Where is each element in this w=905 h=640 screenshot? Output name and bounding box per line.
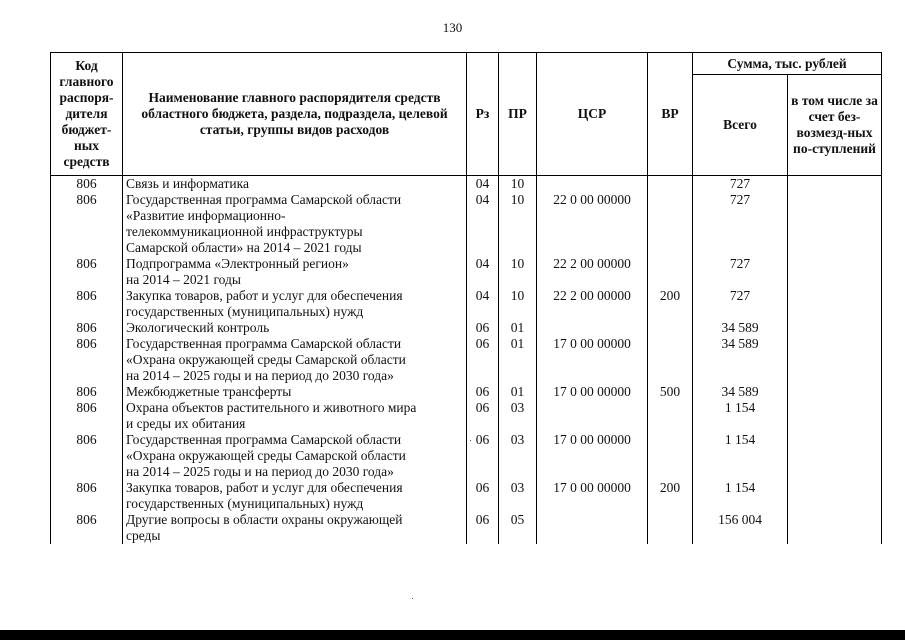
cell-csr: [537, 288, 648, 320]
cell-code-text: 806: [76, 320, 97, 335]
table-body: [51, 176, 882, 545]
cell-csr-text: 22 0 00 00000: [553, 192, 631, 207]
cell-code: [51, 384, 123, 400]
page-number: 130: [442, 20, 463, 35]
cell-csr-text: 22 2 00 00000: [553, 256, 631, 271]
cell-name-text: Государственная программа Самарской области «Охрана окружающей среды Самарской области на 2014 – 2025 годы и на период до 2030 года»: [126, 336, 406, 383]
cell-name-text: Подпрограмма «Электронный регион» на 2014 – 2021 годы: [126, 256, 349, 287]
cell-rz-text: 06: [475, 336, 490, 351]
cell-csr: [537, 336, 648, 384]
table-row: [51, 256, 882, 288]
cell-code: [51, 320, 123, 336]
table-row: [51, 480, 882, 512]
table-row: [51, 400, 882, 432]
cell-code: [51, 400, 123, 432]
table-row: [51, 288, 882, 320]
table-row: [51, 192, 882, 256]
cell-pr: [499, 192, 537, 256]
cell-name: [123, 480, 467, 512]
table-row: [51, 336, 882, 384]
cell-name: [123, 336, 467, 384]
cell-vr: [648, 192, 693, 256]
cell-total-text: 34 589: [721, 384, 759, 399]
cell-code-text: 806: [76, 384, 97, 399]
cell-pr: [499, 288, 537, 320]
cell-total-text: 1 154: [724, 432, 756, 447]
cell-including: [788, 176, 882, 193]
cell-total-text: 1 154: [724, 400, 756, 415]
cell-code-text: 806: [76, 288, 97, 303]
cell-name-text: Межбюджетные трансферты: [126, 384, 292, 399]
header-pr: ПР: [499, 53, 537, 176]
cell-pr-text: 01: [510, 320, 525, 335]
cell-pr-text: 03: [510, 400, 525, 415]
scan-speck: [412, 598, 413, 599]
cell-pr-text: 03: [510, 480, 525, 495]
cell-vr: [648, 512, 693, 544]
cell-including: [788, 320, 882, 336]
cell-total: [693, 384, 788, 400]
cell-pr-text: 10: [510, 256, 525, 271]
cell-csr: [537, 192, 648, 256]
cell-csr: [537, 432, 648, 480]
cell-pr-text: 01: [510, 384, 525, 399]
table-row: [51, 512, 882, 544]
cell-rz: [467, 512, 499, 544]
cell-vr: [648, 320, 693, 336]
cell-name-text: Связь и информатика: [126, 176, 249, 191]
cell-pr: [499, 256, 537, 288]
cell-total-text: 727: [729, 192, 751, 207]
table-row: [51, 432, 882, 480]
cell-pr: [499, 512, 537, 544]
cell-including: [788, 480, 882, 512]
cell-code: [51, 176, 123, 193]
cell-csr-text: 17 0 00 00000: [553, 480, 631, 495]
cell-including: [788, 512, 882, 544]
cell-total-text: 727: [729, 288, 751, 303]
header-rz: Рз: [467, 53, 499, 176]
cell-rz-text: 06: [475, 400, 490, 415]
cell-including: [788, 384, 882, 400]
header-including: в том числе за счет без-возмезд-ных по-ступлений: [788, 75, 882, 176]
header-sum: Сумма, тыс. рублей: [693, 53, 882, 75]
cell-rz: [467, 432, 499, 480]
cell-total: [693, 336, 788, 384]
cell-total: [693, 400, 788, 432]
table-row: [51, 384, 882, 400]
cell-code-text: 806: [76, 400, 97, 415]
cell-total: [693, 176, 788, 193]
cell-csr-text: 22 2 00 00000: [553, 288, 631, 303]
cell-name: [123, 320, 467, 336]
budget-table: [50, 52, 882, 544]
cell-rz: [467, 176, 499, 193]
cell-rz-text: 04: [475, 192, 490, 207]
cell-pr: [499, 400, 537, 432]
cell-rz-text: 06: [475, 480, 490, 495]
cell-vr-text: 200: [659, 480, 681, 495]
cell-name-text: Экологический контроль: [126, 320, 270, 335]
table-row: [51, 176, 882, 193]
cell-rz: [467, 288, 499, 320]
cell-pr-text: 10: [510, 176, 525, 191]
cell-total: [693, 320, 788, 336]
cell-vr: [648, 480, 693, 512]
cell-code-text: 806: [76, 336, 97, 351]
cell-name-text: Государственная программа Самарской области «Развитие информационно- телекоммуникационной инфраструктуры Самарской области» на 2014 – 2021 годы: [126, 192, 402, 255]
cell-code: [51, 336, 123, 384]
cell-total-text: 1 154: [724, 480, 756, 495]
cell-vr: [648, 288, 693, 320]
cell-csr: [537, 400, 648, 432]
cell-rz-text: 04: [475, 288, 490, 303]
cell-csr: [537, 384, 648, 400]
cell-rz-text: 04: [475, 256, 490, 271]
cell-pr-text: 01: [510, 336, 525, 351]
cell-pr: [499, 320, 537, 336]
cell-code-text: 806: [76, 480, 97, 495]
cell-csr: [537, 176, 648, 193]
cell-code: [51, 512, 123, 544]
cell-pr-text: 03: [510, 432, 525, 447]
cell-pr: [499, 336, 537, 384]
cell-csr-text: 17 0 00 00000: [553, 336, 631, 351]
cell-vr-text: 200: [659, 288, 681, 303]
scan-border: [0, 630, 905, 640]
cell-rz: [467, 384, 499, 400]
cell-rz: [467, 320, 499, 336]
cell-csr: [537, 512, 648, 544]
header-total: Всего: [693, 75, 788, 176]
cell-total: [693, 432, 788, 480]
cell-pr-text: 10: [510, 192, 525, 207]
cell-name: [123, 192, 467, 256]
cell-rz-text: 06: [475, 432, 490, 447]
cell-including: [788, 288, 882, 320]
cell-name: [123, 176, 467, 193]
header-code: Код главного распоря-дителя бюджет-ных средств: [51, 53, 123, 176]
cell-total: [693, 192, 788, 256]
cell-rz-text: 04: [475, 176, 490, 191]
scan-speck: [470, 440, 471, 441]
cell-code-text: 806: [76, 176, 97, 191]
cell-code: [51, 432, 123, 480]
cell-code: [51, 192, 123, 256]
cell-csr-text: 17 0 00 00000: [553, 384, 631, 399]
cell-including: [788, 336, 882, 384]
cell-name-text: Закупка товаров, работ и услуг для обеспечения государственных (муниципальных) нужд: [126, 288, 403, 319]
cell-code-text: 806: [76, 256, 97, 271]
cell-name-text: Закупка товаров, работ и услуг для обеспечения государственных (муниципальных) нужд: [126, 480, 403, 511]
cell-pr-text: 05: [510, 512, 525, 527]
cell-total-text: 156 004: [718, 512, 762, 527]
cell-name: [123, 512, 467, 544]
cell-pr: [499, 384, 537, 400]
cell-pr: [499, 480, 537, 512]
cell-name: [123, 400, 467, 432]
cell-csr: [537, 480, 648, 512]
cell-vr: [648, 400, 693, 432]
cell-csr-text: 17 0 00 00000: [553, 432, 631, 447]
cell-total: [693, 480, 788, 512]
cell-rz: [467, 256, 499, 288]
cell-code-text: 806: [76, 192, 97, 207]
header-name: Наименование главного распорядителя средств областного бюджета, раздела, подраздела, целевой статьи, группы видов расходов: [123, 53, 467, 176]
cell-rz-text: 06: [475, 320, 490, 335]
cell-total: [693, 512, 788, 544]
table-row: [51, 320, 882, 336]
cell-vr: [648, 384, 693, 400]
cell-name-text: Государственная программа Самарской области «Охрана окружающей среды Самарской области на 2014 – 2025 годы и на период до 2030 года»: [126, 432, 406, 479]
cell-total-text: 34 589: [721, 336, 759, 351]
cell-csr: [537, 256, 648, 288]
header-csr: ЦСР: [537, 53, 648, 176]
cell-total: [693, 256, 788, 288]
cell-vr: [648, 256, 693, 288]
cell-vr: [648, 336, 693, 384]
cell-rz: [467, 192, 499, 256]
cell-including: [788, 192, 882, 256]
cell-pr: [499, 432, 537, 480]
cell-name-text: Другие вопросы в области охраны окружающей среды: [126, 512, 403, 543]
cell-rz-text: 06: [475, 384, 490, 399]
cell-rz: [467, 480, 499, 512]
cell-total-text: 34 589: [721, 320, 759, 335]
cell-name: [123, 256, 467, 288]
header-vr: ВР: [648, 53, 693, 176]
cell-code-text: 806: [76, 512, 97, 527]
cell-vr-text: 500: [659, 384, 681, 399]
cell-name-text: Охрана объектов растительного и животного мира и среды их обитания: [126, 400, 417, 431]
cell-including: [788, 256, 882, 288]
cell-including: [788, 400, 882, 432]
cell-rz: [467, 400, 499, 432]
cell-pr: [499, 176, 537, 193]
cell-csr: [537, 320, 648, 336]
cell-rz: [467, 336, 499, 384]
cell-name: [123, 384, 467, 400]
cell-code-text: 806: [76, 432, 97, 447]
cell-code: [51, 256, 123, 288]
cell-name: [123, 288, 467, 320]
cell-rz-text: 06: [475, 512, 490, 527]
cell-name: [123, 432, 467, 480]
cell-code: [51, 480, 123, 512]
cell-including: [788, 432, 882, 480]
cell-code: [51, 288, 123, 320]
table-header: [51, 53, 882, 176]
cell-total-text: 727: [729, 256, 751, 271]
cell-vr: [648, 432, 693, 480]
cell-total-text: 727: [729, 176, 751, 191]
cell-total: [693, 288, 788, 320]
cell-vr: [648, 176, 693, 193]
cell-pr-text: 10: [510, 288, 525, 303]
